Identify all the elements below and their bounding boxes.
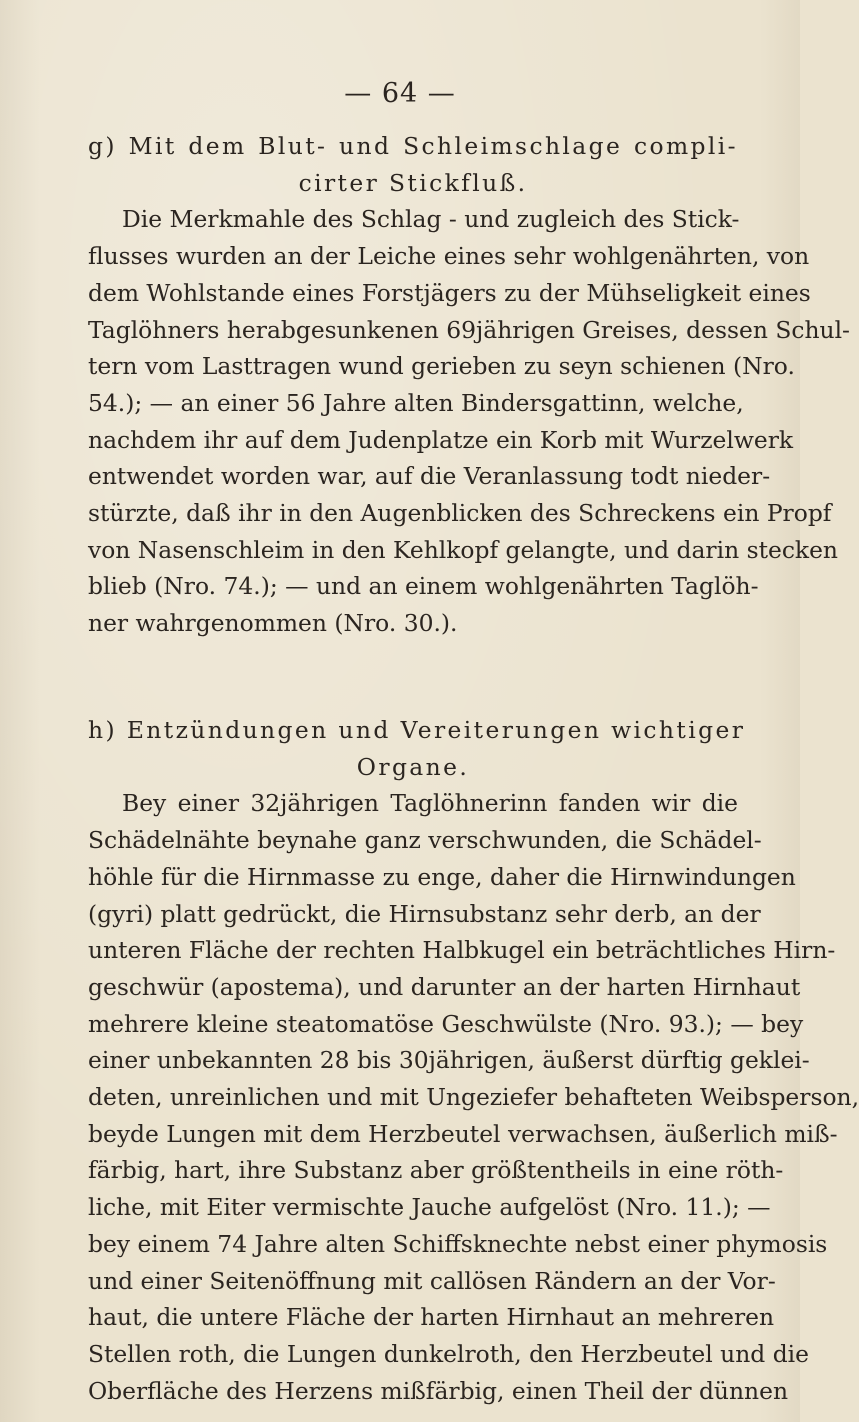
section-h-line: Schädelnähte beynahe ganz verschwunden, die Schädel-	[88, 826, 762, 855]
section-h-line: beyde Lungen mit dem Herzbeutel verwachsen, äußerlich miß-	[88, 1119, 838, 1148]
section-g-line: ner wahrgenommen (Nro. 30.).	[88, 609, 458, 638]
section-h-heading-line-2: Organe.	[356, 752, 470, 781]
section-g-line: nachdem ihr auf dem Judenplatze ein Korb mit Wurzelwerk	[88, 425, 794, 454]
section-g-line: blieb (Nro. 74.); — und an einem wohlgenährten Taglöh-	[88, 572, 759, 601]
section-g-line: entwendet worden war, auf die Veranlassung todt nieder-	[88, 462, 771, 491]
section-g	[88, 128, 850, 642]
section-h-line: deten, unreinlichen und mit Ungeziefer behafteten Weibsperson,	[88, 1083, 859, 1112]
section-h-line: Bey einer 32jährigen Taglöhnerinn fanden wir die	[122, 789, 738, 818]
section-h-line: und einer Seitenöffnung mit callösen Rändern an der Vor-	[88, 1266, 776, 1295]
section-g-line: stürzte, daß ihr in den Augenblicken des Schreckens ein Propf	[88, 499, 832, 528]
section-h	[88, 712, 859, 1409]
section-h-line: Oberfläche des Herzens mißfärbig, einen Theil der dünnen	[88, 1376, 789, 1405]
section-g-line: 54.); — an einer 56 Jahre alten Bindersgattinn, welche,	[88, 388, 744, 417]
section-g-line: flusses wurden an der Leiche eines sehr wohlgenährten, von	[88, 242, 810, 271]
page-number: — 64 —	[344, 78, 456, 109]
section-h-line: geschwür (apostema), und darunter an der harten Hirnhaut	[88, 972, 801, 1001]
section-h-line: Stellen roth, die Lungen dunkelroth, den Herzbeutel und die	[88, 1339, 810, 1368]
section-g-line: dem Wohlstande eines Forstjägers zu der Mühseligkeit eines	[88, 278, 811, 307]
section-h-line: haut, die untere Fläche der harten Hirnhaut an mehreren	[88, 1303, 775, 1332]
section-g-heading-line-2: cirter Stickfluß.	[298, 168, 528, 197]
section-g-line: von Nasenschleim in den Kehlkopf gelangte, und darin stecken	[88, 535, 838, 564]
section-g-heading-line-1: g) Mit dem Blut- und Schleimschlage compli-	[88, 132, 738, 160]
section-g-line: tern vom Lasttragen wund gerieben zu seyn schienen (Nro.	[88, 352, 795, 381]
section-h-line: höhle für die Hirnmasse zu enge, daher die Hirnwindungen	[88, 862, 796, 891]
section-h-line: einer unbekannten 28 bis 30jährigen, äußerst dürftig geklei-	[88, 1046, 810, 1075]
section-h-line: bey einem 74 Jahre alten Schiffsknechte nebst einer phymosis	[88, 1229, 828, 1258]
section-h-line: unteren Fläche der rechten Halbkugel ein beträchtliches Hirn-	[88, 936, 836, 965]
section-g-line: Die Merkmahle des Schlag - und zugleich des Stick-	[122, 205, 740, 234]
section-h-line: liche, mit Eiter vermischte Jauche aufgelöst (Nro. 11.); —	[88, 1193, 771, 1222]
section-h-line: mehrere kleine steatomatöse Geschwülste (Nro. 93.); — bey	[88, 1009, 804, 1038]
section-g-line: Taglöhners herabgesunkenen 69jährigen Greises, dessen Schul-	[88, 315, 850, 344]
section-h-line: färbig, hart, ihre Substanz aber größtentheils in eine röth-	[88, 1156, 784, 1185]
section-h-heading-line-1: h) Entzündungen und Vereiterungen wichtiger	[88, 716, 746, 744]
section-h-line: (gyri) platt gedrückt, die Hirnsubstanz sehr derb, an der	[88, 899, 761, 928]
